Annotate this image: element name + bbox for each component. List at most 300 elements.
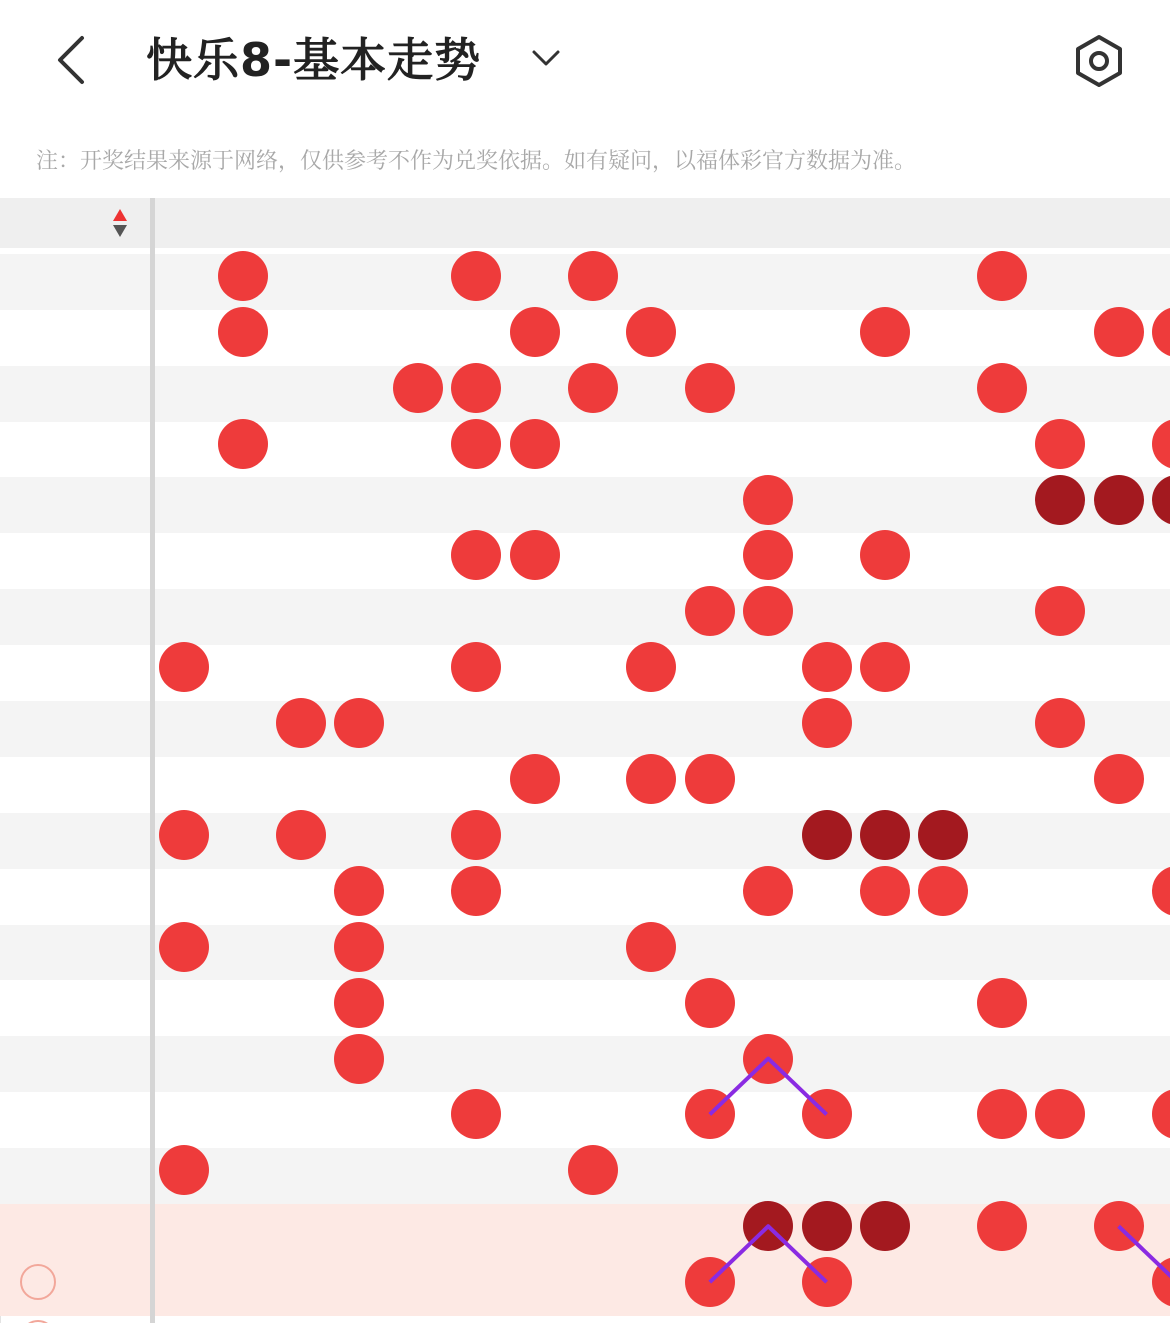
select-number-cell[interactable] — [272, 1254, 330, 1310]
miss-count-cell — [739, 360, 797, 416]
hit-number-ball-consecutive — [860, 1201, 910, 1251]
miss-count-cell — [797, 1142, 855, 1198]
miss-count-cell — [1089, 360, 1147, 416]
miss-count-cell — [622, 416, 680, 472]
column-header[interactable] — [973, 198, 1031, 248]
miss-count-cell — [739, 304, 797, 360]
hit-number-ball — [802, 642, 852, 692]
miss-count-cell — [1031, 975, 1089, 1031]
column-header[interactable] — [622, 198, 680, 248]
column-header[interactable] — [213, 198, 271, 248]
select-number-cell[interactable] — [330, 1254, 388, 1310]
miss-count-cell — [914, 472, 972, 528]
hit-number-ball — [451, 419, 501, 469]
miss-count-cell — [681, 639, 739, 695]
period-cell — [0, 416, 150, 472]
hit-number-ball — [510, 754, 560, 804]
period-cell — [0, 751, 150, 807]
miss-count-cell — [1089, 639, 1147, 695]
miss-count-cell — [272, 416, 330, 472]
hit-number-ball-consecutive — [860, 810, 910, 860]
period-cell — [0, 472, 150, 528]
miss-count-cell — [973, 639, 1031, 695]
hit-number-ball — [334, 1034, 384, 1084]
hit-number-ball — [334, 978, 384, 1028]
miss-count-cell — [739, 807, 797, 863]
miss-count-cell — [681, 472, 739, 528]
column-header[interactable] — [330, 198, 388, 248]
miss-count-cell — [447, 919, 505, 975]
select-number-cell[interactable] — [155, 1254, 213, 1310]
miss-count-cell — [622, 1142, 680, 1198]
hit-number-ball — [451, 251, 501, 301]
period-cell — [0, 360, 150, 416]
miss-count-cell — [797, 472, 855, 528]
miss-count-cell — [447, 583, 505, 639]
miss-count-cell — [330, 1087, 388, 1143]
miss-count-cell — [564, 1087, 622, 1143]
miss-count-cell — [1089, 695, 1147, 751]
top-bar — [0, 0, 1170, 125]
column-header[interactable] — [272, 198, 330, 248]
miss-count-cell — [914, 639, 972, 695]
column-header[interactable] — [739, 198, 797, 248]
miss-count-cell — [1031, 807, 1089, 863]
period-cell — [0, 1198, 150, 1254]
miss-count-cell — [505, 695, 563, 751]
hit-number-ball-consecutive — [802, 810, 852, 860]
miss-count-cell — [272, 1087, 330, 1143]
miss-count-cell — [914, 1142, 972, 1198]
miss-count-cell — [505, 975, 563, 1031]
miss-count-cell — [389, 1087, 447, 1143]
period-header[interactable] — [0, 198, 112, 248]
select-radio-icon[interactable] — [18, 1262, 58, 1302]
miss-count-cell — [681, 248, 739, 304]
miss-count-cell — [797, 975, 855, 1031]
hit-number-ball — [977, 1089, 1027, 1139]
miss-count-cell — [622, 1087, 680, 1143]
miss-count-cell — [681, 1198, 739, 1254]
miss-count-cell — [1148, 1198, 1170, 1254]
miss-count-cell — [564, 528, 622, 584]
hit-number-ball — [568, 1145, 618, 1195]
miss-count-cell — [213, 751, 271, 807]
column-header[interactable] — [856, 198, 914, 248]
miss-count-cell — [564, 304, 622, 360]
miss-count-cell — [155, 583, 213, 639]
miss-count-cell — [1031, 304, 1089, 360]
miss-count-cell — [622, 360, 680, 416]
miss-count-cell — [797, 583, 855, 639]
column-header[interactable] — [797, 198, 855, 248]
miss-count-cell — [856, 751, 914, 807]
period-cell — [0, 807, 150, 863]
miss-count-cell — [1148, 248, 1170, 304]
miss-count-cell — [330, 248, 388, 304]
miss-count-cell — [797, 751, 855, 807]
miss-count-cell — [914, 360, 972, 416]
column-header[interactable] — [155, 198, 213, 248]
miss-count-cell — [272, 1031, 330, 1087]
select-number-cell[interactable] — [622, 1254, 680, 1310]
miss-count-cell — [739, 248, 797, 304]
miss-count-cell — [213, 472, 271, 528]
column-header[interactable] — [1148, 198, 1170, 248]
miss-count-cell — [389, 528, 447, 584]
miss-count-cell — [973, 695, 1031, 751]
miss-count-cell — [1148, 639, 1170, 695]
miss-count-cell — [447, 304, 505, 360]
column-header[interactable] — [1031, 198, 1089, 248]
miss-count-cell — [1148, 975, 1170, 1031]
hit-number-ball — [510, 307, 560, 357]
hit-number-ball — [743, 475, 793, 525]
hit-number-ball — [276, 698, 326, 748]
column-header[interactable] — [914, 198, 972, 248]
miss-count-cell — [564, 751, 622, 807]
miss-count-cell — [389, 919, 447, 975]
miss-count-cell — [1031, 1198, 1089, 1254]
miss-count-cell — [1031, 919, 1089, 975]
miss-count-cell — [1089, 919, 1147, 975]
sort-icon[interactable] — [111, 208, 129, 238]
miss-count-cell — [914, 416, 972, 472]
hit-number-ball — [977, 251, 1027, 301]
miss-count-cell — [447, 975, 505, 1031]
select-number-cell[interactable] — [739, 1254, 797, 1310]
miss-count-cell — [272, 304, 330, 360]
hit-number-ball — [860, 307, 910, 357]
miss-count-cell — [1148, 1142, 1170, 1198]
miss-count-cell — [856, 695, 914, 751]
miss-count-cell — [1089, 807, 1147, 863]
miss-count-cell — [622, 1198, 680, 1254]
hit-number-ball — [685, 1089, 735, 1139]
miss-count-cell — [213, 919, 271, 975]
miss-count-cell — [213, 1031, 271, 1087]
miss-count-cell — [564, 863, 622, 919]
miss-count-cell — [739, 695, 797, 751]
miss-count-cell — [155, 1087, 213, 1143]
miss-count-cell — [1031, 1142, 1089, 1198]
miss-count-cell — [797, 360, 855, 416]
hit-number-ball — [393, 363, 443, 413]
miss-count-cell — [1148, 751, 1170, 807]
hit-number-ball — [1035, 698, 1085, 748]
miss-count-cell — [330, 639, 388, 695]
hit-number-ball — [860, 642, 910, 692]
miss-count-cell — [389, 639, 447, 695]
period-cell — [0, 639, 150, 695]
miss-count-cell — [213, 1198, 271, 1254]
miss-count-cell — [856, 248, 914, 304]
miss-count-cell — [564, 583, 622, 639]
miss-count-cell — [856, 472, 914, 528]
miss-count-cell — [389, 751, 447, 807]
miss-count-cell — [1031, 639, 1089, 695]
hit-number-ball — [218, 307, 268, 357]
period-cell — [0, 1087, 150, 1143]
miss-count-cell — [914, 919, 972, 975]
miss-count-cell — [914, 1031, 972, 1087]
miss-count-cell — [330, 751, 388, 807]
page-title[interactable]: 快乐8-基本走势 — [146, 33, 482, 87]
hit-number-ball — [451, 810, 501, 860]
miss-count-cell — [1148, 360, 1170, 416]
miss-count-cell — [1089, 528, 1147, 584]
miss-count-cell — [213, 583, 271, 639]
miss-count-cell — [739, 919, 797, 975]
miss-count-cell — [155, 472, 213, 528]
miss-count-cell — [389, 807, 447, 863]
miss-count-cell — [505, 863, 563, 919]
miss-count-cell — [213, 807, 271, 863]
miss-count-cell — [330, 1142, 388, 1198]
hit-number-ball — [1094, 754, 1144, 804]
miss-count-cell — [389, 695, 447, 751]
miss-count-cell — [1089, 1142, 1147, 1198]
miss-count-cell — [272, 863, 330, 919]
miss-count-cell — [739, 416, 797, 472]
miss-count-cell — [447, 1198, 505, 1254]
select-number-cell[interactable] — [389, 1254, 447, 1310]
column-header[interactable] — [447, 198, 505, 248]
miss-count-cell — [155, 863, 213, 919]
miss-count-cell — [797, 919, 855, 975]
miss-count-cell — [856, 1087, 914, 1143]
select-number-cell[interactable] — [505, 1254, 563, 1310]
hit-number-ball — [568, 251, 618, 301]
miss-count-cell — [681, 1142, 739, 1198]
miss-count-cell — [330, 528, 388, 584]
select-number-cell[interactable] — [973, 1254, 1031, 1310]
select-number-cell[interactable] — [856, 1254, 914, 1310]
miss-count-cell — [213, 1087, 271, 1143]
miss-count-cell — [622, 583, 680, 639]
miss-count-cell — [505, 472, 563, 528]
miss-count-cell — [681, 416, 739, 472]
hit-number-ball — [1094, 307, 1144, 357]
miss-count-cell — [389, 304, 447, 360]
miss-count-cell — [681, 1031, 739, 1087]
miss-count-cell — [389, 1198, 447, 1254]
miss-count-cell — [272, 751, 330, 807]
miss-count-cell — [447, 1142, 505, 1198]
miss-count-cell — [389, 416, 447, 472]
period-cell — [0, 919, 150, 975]
miss-count-cell — [973, 807, 1031, 863]
period-cell — [0, 304, 150, 360]
column-header[interactable] — [1089, 198, 1147, 248]
miss-count-cell — [564, 1198, 622, 1254]
select-number-cell[interactable] — [1089, 1254, 1147, 1310]
back-arrow-icon[interactable] — [50, 30, 100, 90]
hit-number-ball — [451, 363, 501, 413]
column-header[interactable] — [564, 198, 622, 248]
chevron-down-icon[interactable] — [530, 42, 562, 74]
miss-count-cell — [330, 304, 388, 360]
miss-count-cell — [564, 919, 622, 975]
miss-count-cell — [389, 1142, 447, 1198]
miss-count-cell — [797, 248, 855, 304]
miss-count-cell — [973, 528, 1031, 584]
select-radio-icon[interactable] — [18, 1318, 58, 1323]
period-cell — [0, 695, 150, 751]
miss-count-cell — [272, 528, 330, 584]
select-number-cell[interactable] — [213, 1254, 271, 1310]
miss-count-cell — [1031, 360, 1089, 416]
miss-count-cell — [272, 248, 330, 304]
miss-count-cell — [155, 416, 213, 472]
miss-count-cell — [1148, 583, 1170, 639]
miss-count-cell — [622, 248, 680, 304]
miss-count-cell — [739, 975, 797, 1031]
miss-count-cell — [564, 975, 622, 1031]
select-hit-ball[interactable] — [685, 1257, 735, 1307]
hit-number-ball — [334, 922, 384, 972]
miss-count-cell — [739, 1087, 797, 1143]
column-header[interactable] — [389, 198, 447, 248]
miss-count-cell — [272, 639, 330, 695]
miss-count-cell — [1148, 807, 1170, 863]
miss-count-cell — [1089, 416, 1147, 472]
select-number-cell[interactable] — [447, 1254, 505, 1310]
miss-count-cell — [155, 304, 213, 360]
miss-count-cell — [505, 248, 563, 304]
period-cell — [0, 1031, 150, 1087]
miss-count-cell — [389, 248, 447, 304]
miss-count-cell — [330, 583, 388, 639]
miss-count-cell — [389, 863, 447, 919]
select-label[interactable] — [70, 1254, 134, 1310]
hit-number-ball — [1035, 419, 1085, 469]
miss-count-cell — [1031, 248, 1089, 304]
miss-count-cell — [973, 919, 1031, 975]
select-number-cell[interactable] — [914, 1254, 972, 1310]
miss-count-cell — [213, 695, 271, 751]
miss-count-cell — [213, 1142, 271, 1198]
miss-count-cell — [213, 975, 271, 1031]
miss-count-cell — [272, 1198, 330, 1254]
miss-count-cell — [914, 975, 972, 1031]
disclaimer-note: 注：开奖结果来源于网络，仅供参考不作为兑奖依据。如有疑问，以福体彩官方数据为准。 — [36, 149, 917, 174]
select-number-cell[interactable] — [564, 1254, 622, 1310]
miss-count-cell — [564, 472, 622, 528]
hit-number-ball — [218, 251, 268, 301]
hit-number-ball — [743, 1034, 793, 1084]
miss-count-cell — [914, 248, 972, 304]
miss-count-cell — [739, 751, 797, 807]
period-cell — [0, 583, 150, 639]
miss-count-cell — [564, 807, 622, 863]
miss-count-cell — [272, 919, 330, 975]
hit-number-ball — [568, 363, 618, 413]
column-header[interactable] — [505, 198, 563, 248]
miss-count-cell — [1089, 583, 1147, 639]
next-select-label[interactable] — [70, 1310, 134, 1323]
miss-count-cell — [856, 1031, 914, 1087]
settings-gear-icon[interactable] — [1072, 33, 1126, 89]
miss-count-cell — [447, 695, 505, 751]
miss-count-cell — [564, 416, 622, 472]
miss-count-cell — [213, 639, 271, 695]
miss-count-cell — [681, 807, 739, 863]
miss-count-cell — [797, 416, 855, 472]
miss-count-cell — [155, 1031, 213, 1087]
miss-count-cell — [155, 695, 213, 751]
miss-count-cell — [914, 1087, 972, 1143]
hit-number-ball — [802, 1089, 852, 1139]
miss-count-cell — [914, 1198, 972, 1254]
select-number-cell[interactable] — [1031, 1254, 1089, 1310]
miss-count-cell — [856, 360, 914, 416]
hit-number-ball — [451, 866, 501, 916]
miss-count-cell — [1031, 863, 1089, 919]
miss-count-cell — [973, 751, 1031, 807]
miss-count-cell — [447, 1031, 505, 1087]
miss-count-cell — [681, 863, 739, 919]
miss-count-cell — [505, 583, 563, 639]
hit-number-ball — [510, 530, 560, 580]
miss-count-cell — [564, 639, 622, 695]
miss-count-cell — [155, 751, 213, 807]
miss-count-cell — [213, 863, 271, 919]
miss-count-cell — [155, 248, 213, 304]
miss-count-cell — [856, 1142, 914, 1198]
miss-count-cell — [681, 304, 739, 360]
miss-count-cell — [155, 360, 213, 416]
miss-count-cell — [1148, 1031, 1170, 1087]
hit-number-ball — [276, 810, 326, 860]
miss-count-cell — [505, 1198, 563, 1254]
hit-number-ball — [977, 363, 1027, 413]
miss-count-cell — [914, 751, 972, 807]
hit-number-ball — [510, 419, 560, 469]
hit-number-ball — [334, 866, 384, 916]
hit-number-ball — [802, 698, 852, 748]
miss-count-cell — [1031, 1031, 1089, 1087]
hit-number-ball — [685, 754, 735, 804]
hit-number-ball — [685, 978, 735, 1028]
column-header[interactable] — [681, 198, 739, 248]
hit-number-ball — [159, 922, 209, 972]
miss-count-cell — [564, 1031, 622, 1087]
miss-count-cell — [272, 472, 330, 528]
miss-count-cell — [330, 472, 388, 528]
hit-number-ball-consecutive — [802, 1201, 852, 1251]
select-hit-ball[interactable] — [802, 1257, 852, 1307]
miss-count-cell — [272, 583, 330, 639]
miss-count-cell — [681, 695, 739, 751]
miss-count-cell — [389, 1031, 447, 1087]
trend-table — [0, 198, 1170, 1323]
miss-count-cell — [973, 1142, 1031, 1198]
miss-count-cell — [505, 360, 563, 416]
miss-count-cell — [505, 919, 563, 975]
miss-count-cell — [622, 528, 680, 584]
miss-count-cell — [1089, 248, 1147, 304]
miss-count-cell — [389, 583, 447, 639]
miss-count-cell — [330, 416, 388, 472]
miss-count-cell — [1031, 528, 1089, 584]
miss-count-cell — [973, 416, 1031, 472]
miss-count-cell — [330, 1198, 388, 1254]
miss-count-cell — [272, 1142, 330, 1198]
hit-number-ball — [977, 1201, 1027, 1251]
miss-count-cell — [914, 695, 972, 751]
hit-number-ball — [977, 978, 1027, 1028]
